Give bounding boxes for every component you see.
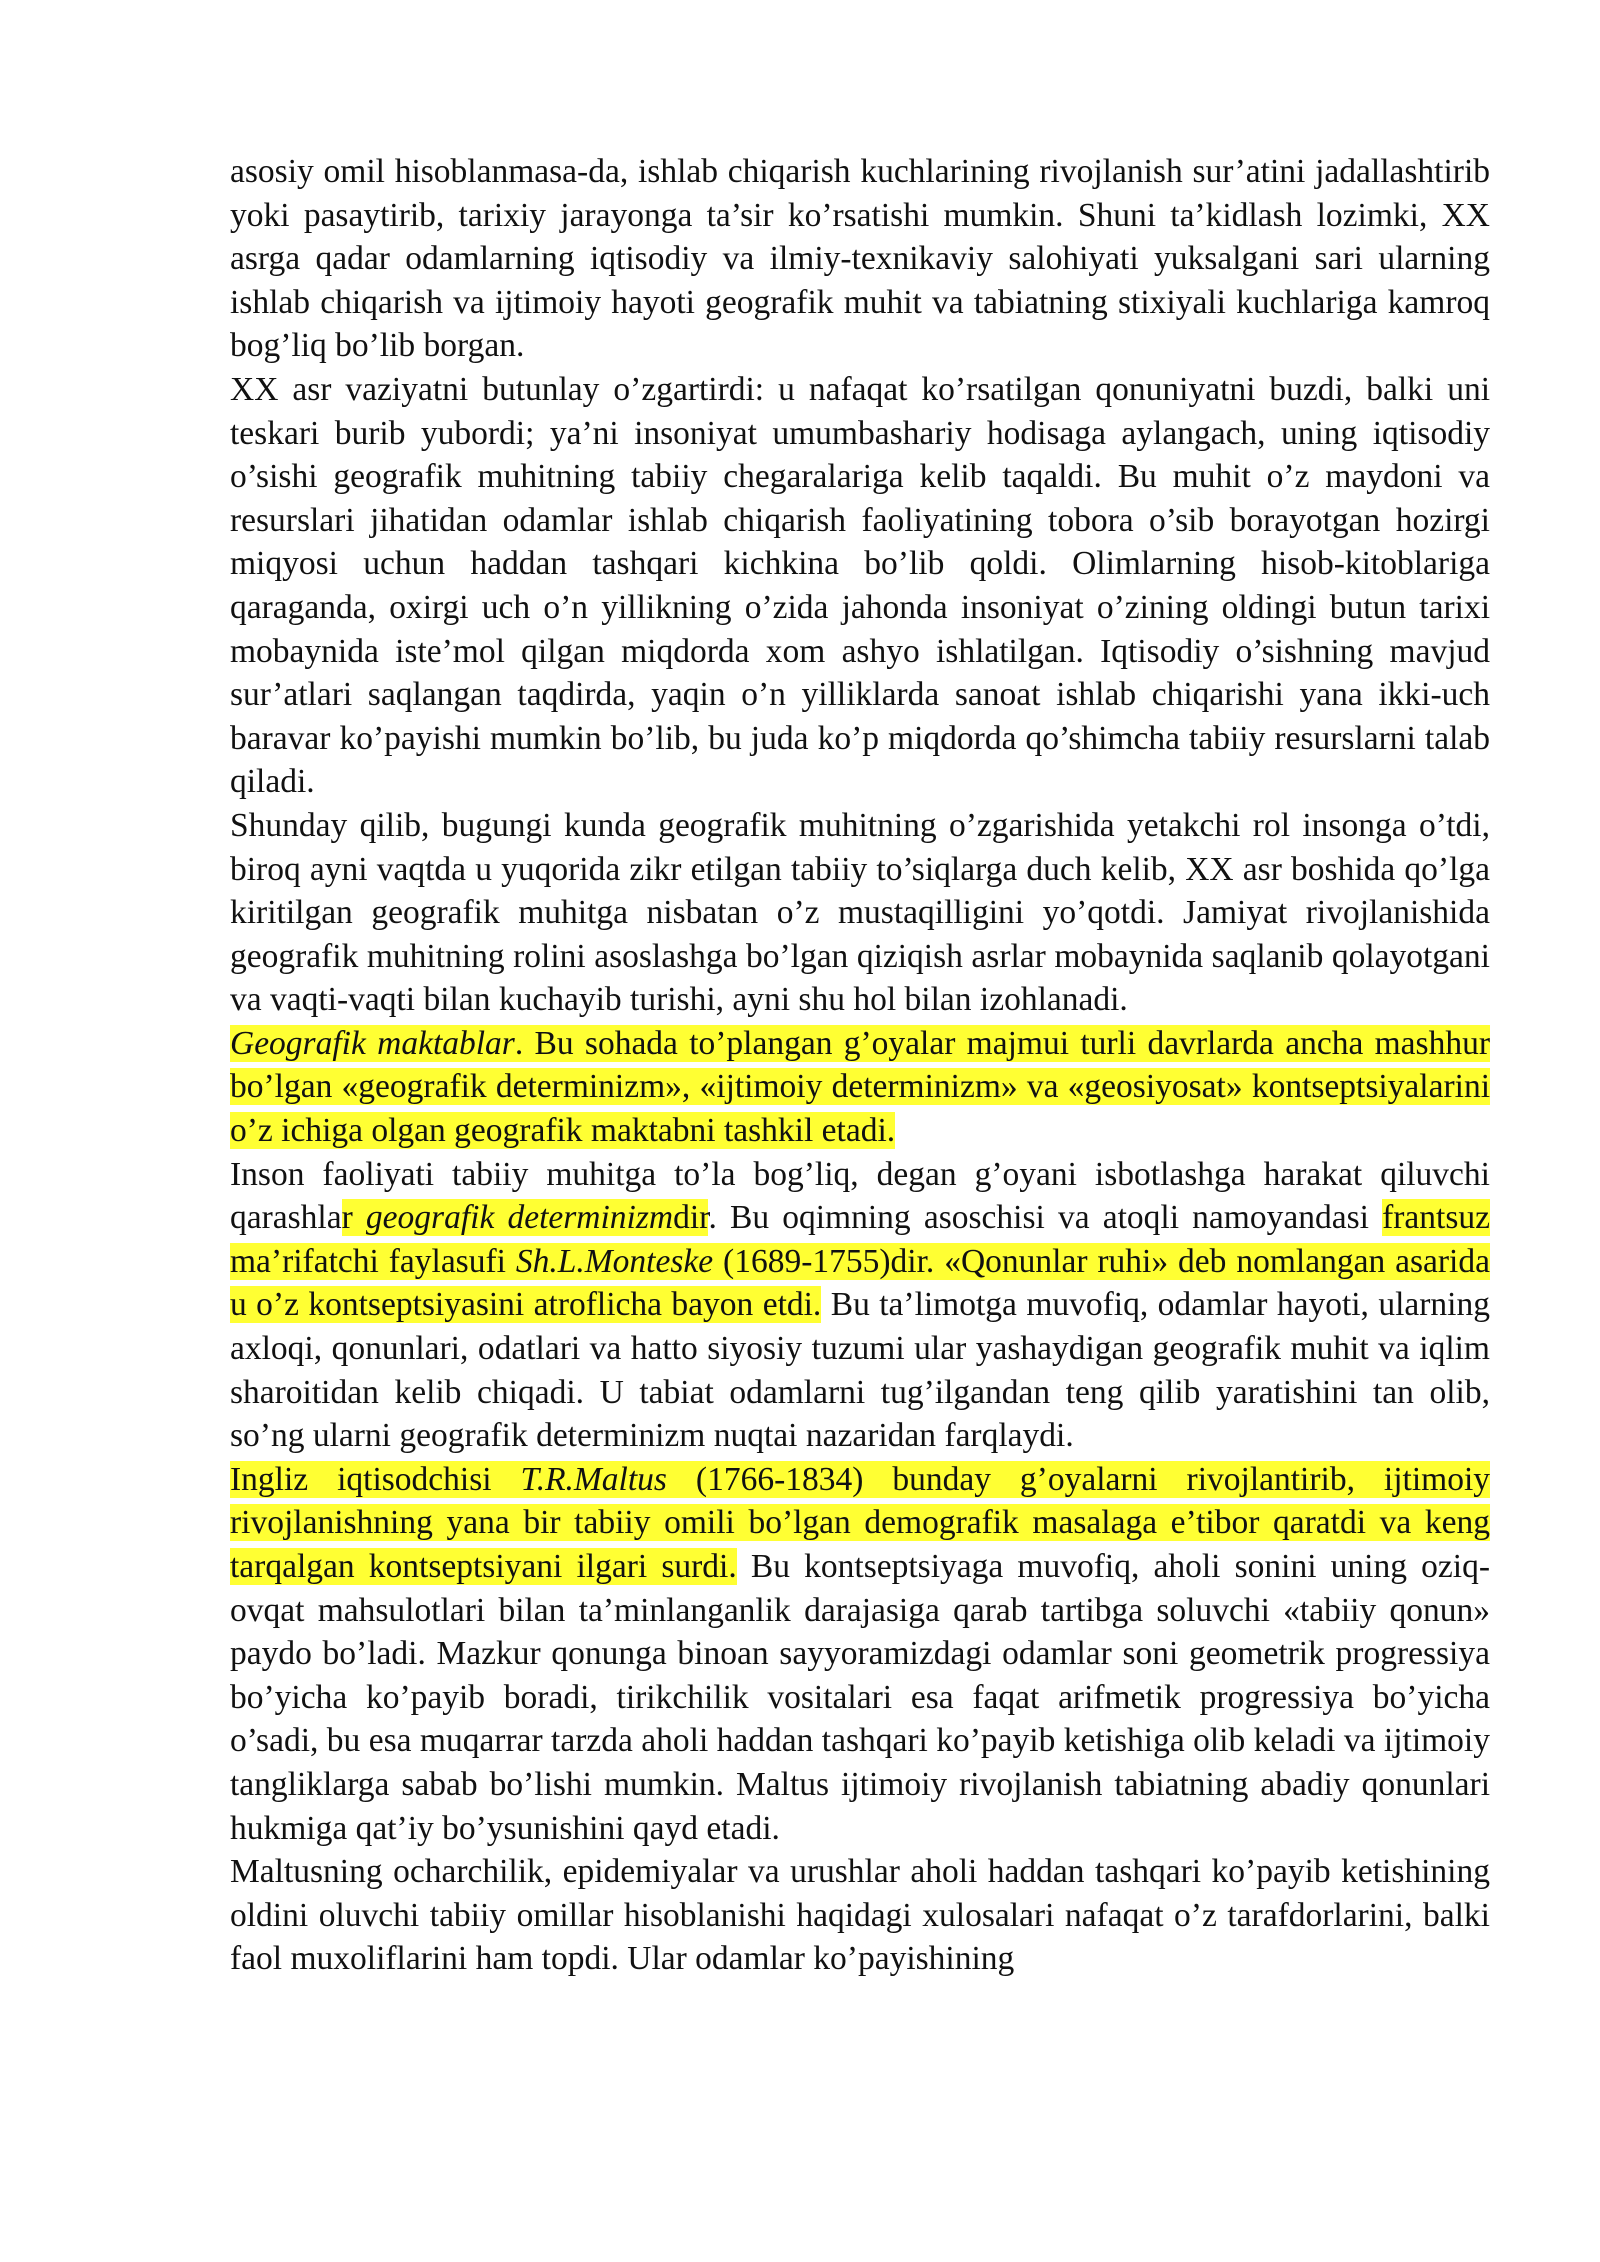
- name-maltus: T.R.Maltus: [520, 1460, 667, 1498]
- paragraph-5-text-6: (1689-1755)dir. «Qonunlar ruhi» deb nomlangan asarida u o’z kontseptsiyasini atroflicha bayon etdi.: [230, 1242, 1490, 1324]
- paragraph-3: Shunday qilib, bugungi kunda geografik muhitning o’zgarishida yetakchi rol insonga o’tdi, biroq ayni vaqtda u yuqorida zikr etilgan tabiiy to’siqlarga duch kelib, XX asr boshida qo’lga kiritilgan geografik muhitga nisbatan o’z mustaqilligini yo’qotdi. Jamiyat rivojlanishida geografik muhitning rolini asoslashga bo’lgan qiziqish asrlar mobaynida saqlanib qolayotgani va vaqti-vaqti bilan kuchayib turishi, ayni shu hol bilan izohlanadi.: [230, 806, 1490, 1019]
- paragraph-1: asosiy omil hisoblanmasa-da, ishlab chiqarish kuchlarining rivojlanish sur’atini jadallashtirib yoki pasaytirib, tarixiy jarayonga ta’sir ko’rsatishi mumkin. Shuni ta’kidlash lozimki, XX asrga qadar odamlarning iqtisodiy va ilmiy-texnikaviy salohiyati yuksalgani sari ularning ishlab chiqarish va ijtimoiy hayoti geografik muhit va tabiatning stixiyali kuchlariga kamroq bog’liq bo’lib borgan.: [230, 153, 1490, 365]
- paragraph-5-text-4: . Bu oqimning asoschisi va atoqli namoyandasi: [708, 1199, 1383, 1237]
- paragraph-5-text-7: Bu ta’limotga muvofiq, odamlar hayoti, ularning axloqi, qonunlari, odatlari va hatto siyosiy tuzumi ular yashaydigan geografik muhit va iqlim sharoitidan kelib chiqadi. U tabiat odamlarni tug’ilgandan teng qilib yaratishini tan olib, so’ng ularni geografik determinizm nuqtai nazaridan farqlaydi.: [230, 1286, 1490, 1455]
- paragraph-5-text-1: Inson faoliyati tabiiy muhitga to’la bog’liq, degan g’oyani isbotlashga harakat qiluvchi qarashla: [230, 1155, 1490, 1237]
- paragraph-5-text-5: frantsuz ma’rifatchi faylasufi: [230, 1199, 1490, 1280]
- paragraph-5-text-3: dir: [673, 1199, 709, 1237]
- paragraph-2: XX asr vaziyatni butunlay o’zgartirdi: u nafaqat ko’rsatilgan qonuniyatni buzdi, balki uni teskari burib yubordi; ya’ni insoniyat umumbashariy hodisaga aylangach, uning iqtisodiy o’sishi geografik muhitning tabiiy chegaralariga kelib taqaldi. Bu muhit o’z maydoni va resurslari jihatidan odamlar ishlab chiqarish faoliyatining tobora o’sib borayotgan hozirgi miqyosi uchun haddan tashqari kichkina bo’lib qoldi. Olimlarning hisob-kitoblariga qaraganda, oxirgi uch o’n yillikning o’zida jahonda insoniyat o’zining oldingi butun tarixi mobaynida iste’mol qilgan miqdorda xom ashyo ishlatilgan. Iqtisodiy o’sishning mavjud sur’atlari saqlangan taqdirda, yaqin o’n yilliklarda sanoat ishlab chiqarishi yana ikki-uch baravar ko’payishi mumkin bo’lib, bu juda ko’p miqdorda qo’shimcha tabiiy resurslarni talab qiladi.: [230, 370, 1490, 801]
- term-geografik-determinizm: geografik determinizm: [365, 1199, 674, 1237]
- paragraph-4-text: . Bu sohada to’plangan g’oyalar majmui turli davrlarda ancha mashhur bo’lgan «geografik determinizm», «ijtimoiy determinizm» va «geosiyosat» kontseptsiyalarini o’z ichiga olgan geografik maktabni tashkil etadi.: [230, 1024, 1490, 1150]
- name-monteske: Sh.L.Monteske: [515, 1242, 714, 1280]
- highlight-geografik-maktablar: [230, 1025, 1490, 1149]
- document-page: [230, 150, 1490, 1981]
- paragraph-6-text-2: (1766-1834) bunday g’oyalarni rivojlantirib, ijtimoiy rivojlanishning yana bir tabiiy omili bo’lgan demografik masalaga e’tibor qaratdi va keng tarqalgan kontseptsiyani ilgari surdi.: [230, 1460, 1491, 1585]
- paragraph-5-text-2: r: [341, 1199, 366, 1237]
- paragraph-5: [230, 1153, 1490, 1458]
- highlight-geografik-determinizm: [342, 1199, 709, 1236]
- paragraph-6-text-1: Ingliz iqtisodchisi: [230, 1460, 521, 1498]
- paragraph-4: [230, 1022, 1490, 1153]
- term-geografik-maktablar: Geografik maktablar: [230, 1024, 515, 1062]
- paragraph-6-text-3: Bu kontseptsiyaga muvofiq, aholi sonini uning oziq-ovqat mahsulotlari bilan ta’minlanganlik darajasiga qarab tartibga soluvchi «tabiiy qonun» paydo bo’ladi. Mazkur qonunga binoan sayyoramizdagi odamlar soni geometrik progressiya bo’yicha ko’payib boradi, tirikchilik vositalari esa faqat arifmetik progressiya bo’yicha o’sadi, bu esa muqarrar tarzda aholi haddan tashqari ko’payib ketishiga olib keladi va ijtimoiy tangliklarga sabab bo’lishi mumkin. Maltus ijtimoiy rivojlanish tabiatning abadiy qonunlari hukmiga qat’iy bo’ysunishini qayd etadi.: [230, 1548, 1490, 1847]
- paragraph-6: [230, 1458, 1490, 1850]
- paragraph-7: Maltusning ocharchilik, epidemiyalar va urushlar aholi haddan tashqari ko’payib ketishining oldini oluvchi tabiiy omillar hisoblanishi haqidagi xulosalari nafaqat o’z tarafdorlarini, balki faol muxoliflarini ham topdi. Ular odamlar ko’payishining: [230, 1853, 1490, 1978]
